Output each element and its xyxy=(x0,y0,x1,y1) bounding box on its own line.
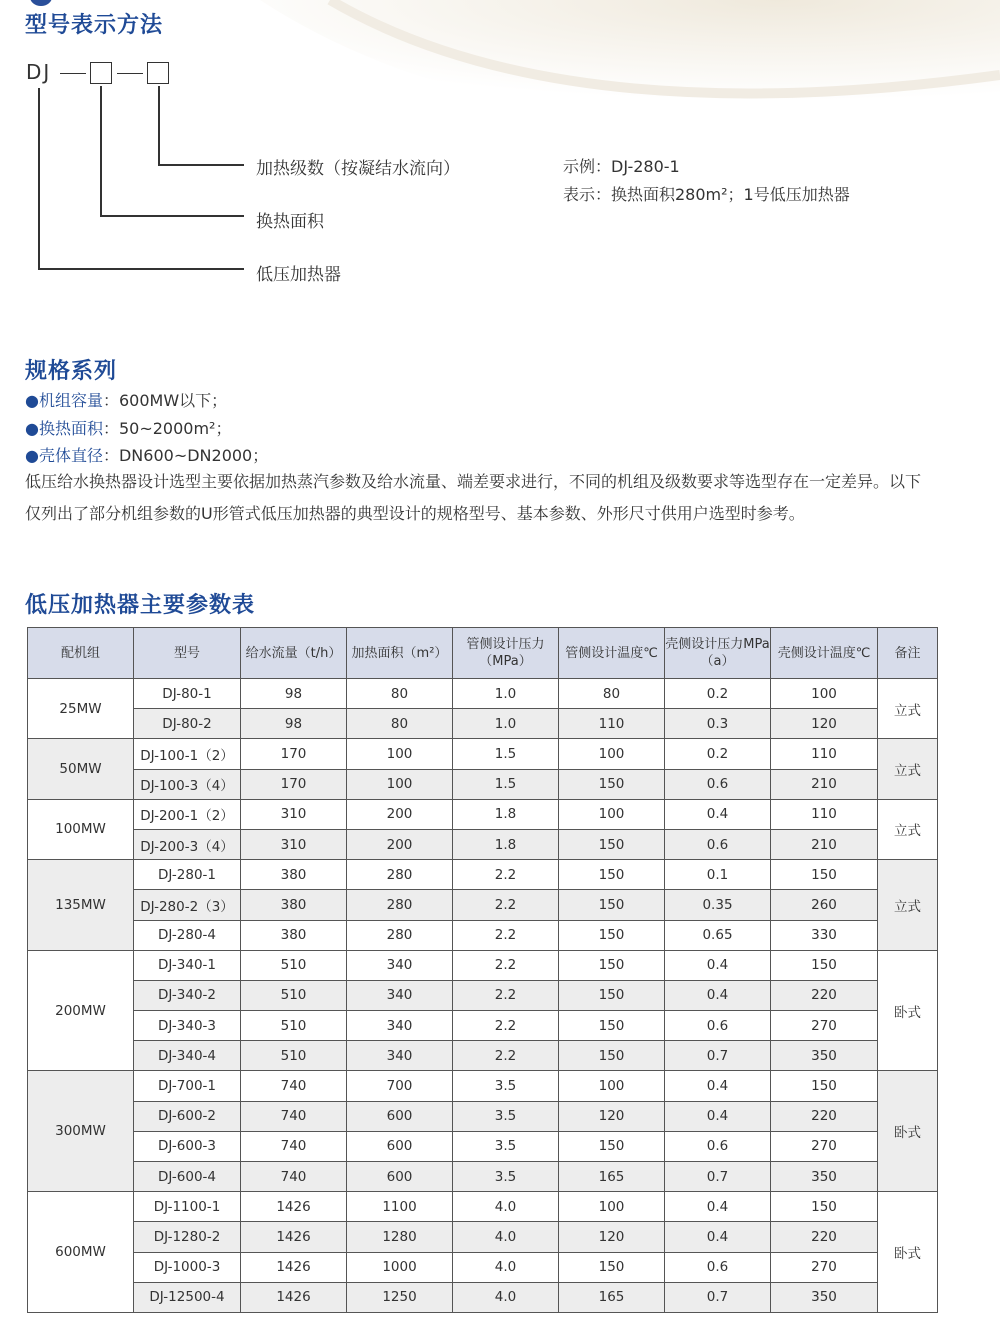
table-cell: 1100 xyxy=(347,1192,453,1222)
table-cell: 220 xyxy=(771,1101,878,1131)
connector-line xyxy=(158,86,160,165)
table-cell: 110 xyxy=(771,799,878,829)
table-cell: 280 xyxy=(347,860,453,890)
table-row xyxy=(28,920,938,950)
table-cell: 210 xyxy=(771,829,878,859)
table-cell: 1426 xyxy=(241,1282,347,1312)
table-cell: 200 xyxy=(347,829,453,859)
table-cell: 100 xyxy=(347,739,453,769)
parameter-table-title: 低压加热器主要参数表 xyxy=(25,593,256,618)
table-cell: 100 xyxy=(559,739,665,769)
table-cell: DJ-1100-1 xyxy=(134,1192,241,1222)
table-cell: 510 xyxy=(241,1011,347,1041)
note-cell: 立式 xyxy=(878,799,938,859)
table-cell: DJ-1000-3 xyxy=(134,1252,241,1282)
table-row xyxy=(28,1252,938,1282)
table-cell: 1280 xyxy=(347,1222,453,1252)
table-cell: 600 xyxy=(347,1101,453,1131)
note-cell: 卧式 xyxy=(878,1192,938,1313)
spec-item: ●换热面积：50~2000m²； xyxy=(25,419,232,438)
table-cell: 340 xyxy=(347,1041,453,1071)
col-header: 管侧设计压力（MPa） xyxy=(453,628,559,679)
table-cell: DJ-340-1 xyxy=(134,950,241,980)
table-cell: 1426 xyxy=(241,1222,347,1252)
table-body xyxy=(28,679,938,1313)
table-cell: DJ-600-2 xyxy=(134,1101,241,1131)
table-cell: 100 xyxy=(559,1192,665,1222)
table-cell: 340 xyxy=(347,980,453,1010)
table-cell: 150 xyxy=(559,829,665,859)
table-cell: 200 xyxy=(347,799,453,829)
table-row xyxy=(28,950,938,980)
table-cell: 350 xyxy=(771,1041,878,1071)
table-cell: 380 xyxy=(241,890,347,920)
table-row xyxy=(28,1011,938,1041)
table-row xyxy=(28,1222,938,1252)
table-cell: DJ-80-1 xyxy=(134,679,241,709)
table-cell: 0.4 xyxy=(665,980,771,1010)
table-cell: DJ-200-1（2） xyxy=(134,799,241,829)
logo-icon xyxy=(30,0,52,6)
table-cell: 270 xyxy=(771,1252,878,1282)
table-cell: 0.3 xyxy=(665,709,771,739)
table-cell: 380 xyxy=(241,920,347,950)
table-cell: 260 xyxy=(771,890,878,920)
connector-line xyxy=(100,215,244,217)
table-cell: 0.4 xyxy=(665,799,771,829)
connector-line xyxy=(38,268,244,270)
bullet-icon: ● xyxy=(25,419,39,438)
table-row xyxy=(28,769,938,799)
table-cell: 280 xyxy=(347,890,453,920)
table-cell: DJ-200-3（4） xyxy=(134,829,241,859)
table-cell: 150 xyxy=(559,980,665,1010)
table-cell: DJ-280-1 xyxy=(134,860,241,890)
table-cell: 165 xyxy=(559,1282,665,1312)
table-cell: 270 xyxy=(771,1131,878,1161)
table-cell: 150 xyxy=(559,890,665,920)
table-cell: 98 xyxy=(241,679,347,709)
table-cell: 330 xyxy=(771,920,878,950)
table-cell: 0.7 xyxy=(665,1041,771,1071)
table-cell: 0.4 xyxy=(665,1222,771,1252)
table-cell: DJ-1280-2 xyxy=(134,1222,241,1252)
table-cell: DJ-340-4 xyxy=(134,1041,241,1071)
col-header: 备注 xyxy=(878,628,938,679)
spec-item: ●壳体直径：DN600~DN2000； xyxy=(25,446,269,465)
table-cell: DJ-280-2（3） xyxy=(134,890,241,920)
col-header: 配机组 xyxy=(28,628,134,679)
table-cell: 2.2 xyxy=(453,1011,559,1041)
table-cell: 120 xyxy=(559,1222,665,1252)
table-cell: 1000 xyxy=(347,1252,453,1282)
table-cell: 150 xyxy=(559,769,665,799)
table-cell: 0.2 xyxy=(665,739,771,769)
table-cell: 0.35 xyxy=(665,890,771,920)
connector-line xyxy=(100,86,102,216)
table-row xyxy=(28,980,938,1010)
table-cell: 1426 xyxy=(241,1192,347,1222)
model-code-prefix: DJ xyxy=(26,60,52,84)
table-cell: DJ-280-4 xyxy=(134,920,241,950)
table-row xyxy=(28,1192,938,1222)
table-cell: 1.5 xyxy=(453,769,559,799)
table-cell: 220 xyxy=(771,980,878,1010)
connector-line xyxy=(38,88,40,269)
table-row xyxy=(28,829,938,859)
table-cell: 100 xyxy=(347,769,453,799)
unit-cell: 25MW xyxy=(28,679,134,739)
table-cell: 150 xyxy=(559,1252,665,1282)
table-cell: 120 xyxy=(771,709,878,739)
table-row xyxy=(28,799,938,829)
table-cell: 310 xyxy=(241,829,347,859)
table-cell: 380 xyxy=(241,860,347,890)
col-header: 加热面积（m²） xyxy=(347,628,453,679)
code-box-stage xyxy=(147,62,169,84)
table-cell: 740 xyxy=(241,1162,347,1192)
table-cell: 0.2 xyxy=(665,679,771,709)
col-header: 壳侧设计温度℃ xyxy=(771,628,878,679)
col-header: 给水流量（t/h） xyxy=(241,628,347,679)
table-cell: 170 xyxy=(241,769,347,799)
table-cell: 350 xyxy=(771,1162,878,1192)
table-cell: 4.0 xyxy=(453,1222,559,1252)
table-cell: DJ-340-3 xyxy=(134,1011,241,1041)
code-dash xyxy=(60,73,86,74)
note-cell: 卧式 xyxy=(878,1071,938,1192)
col-header: 管侧设计温度℃ xyxy=(559,628,665,679)
table-cell: 0.1 xyxy=(665,860,771,890)
table-cell: DJ-80-2 xyxy=(134,709,241,739)
unit-cell: 200MW xyxy=(28,950,134,1071)
table-cell: 2.2 xyxy=(453,860,559,890)
table-row xyxy=(28,1282,938,1312)
col-header: 壳侧设计压力MPa（a） xyxy=(665,628,771,679)
bullet-icon: ● xyxy=(25,391,39,410)
table-cell: 170 xyxy=(241,739,347,769)
connector-line xyxy=(158,164,244,166)
unit-cell: 300MW xyxy=(28,1071,134,1192)
table-cell: 80 xyxy=(347,709,453,739)
table-cell: 1.0 xyxy=(453,679,559,709)
table-cell: 740 xyxy=(241,1071,347,1101)
table-cell: DJ-100-1（2） xyxy=(134,739,241,769)
table-cell: 150 xyxy=(559,1041,665,1071)
table-cell: 2.2 xyxy=(453,920,559,950)
table-cell: 210 xyxy=(771,769,878,799)
table-cell: 150 xyxy=(559,860,665,890)
table-cell: 98 xyxy=(241,709,347,739)
table-row xyxy=(28,1071,938,1101)
unit-cell: 100MW xyxy=(28,799,134,859)
table-cell: 4.0 xyxy=(453,1252,559,1282)
table-cell: 150 xyxy=(559,1131,665,1161)
table-cell: 510 xyxy=(241,1041,347,1071)
note-cell: 立式 xyxy=(878,679,938,739)
table-cell: 100 xyxy=(771,679,878,709)
table-cell: 310 xyxy=(241,799,347,829)
table-cell: DJ-600-4 xyxy=(134,1162,241,1192)
table-cell: 150 xyxy=(559,950,665,980)
code-dash xyxy=(117,73,143,74)
table-row xyxy=(28,679,938,709)
example-line: 示例：DJ-280-1 xyxy=(563,157,680,176)
table-cell: 0.6 xyxy=(665,829,771,859)
table-row xyxy=(28,1131,938,1161)
table-cell: 1.0 xyxy=(453,709,559,739)
table-cell: 2.2 xyxy=(453,950,559,980)
table-row xyxy=(28,890,938,920)
table-cell: 510 xyxy=(241,980,347,1010)
table-cell: 0.6 xyxy=(665,1131,771,1161)
legend-heating-stage: 加热级数（按凝结水流向） xyxy=(256,159,460,179)
col-header: 型号 xyxy=(134,628,241,679)
table-cell: 220 xyxy=(771,1222,878,1252)
table-cell: 0.4 xyxy=(665,1101,771,1131)
table-cell: 0.65 xyxy=(665,920,771,950)
table-cell: DJ-100-3（4） xyxy=(134,769,241,799)
note-cell: 卧式 xyxy=(878,950,938,1071)
table-row xyxy=(28,860,938,890)
table-row xyxy=(28,709,938,739)
table-cell: 340 xyxy=(347,950,453,980)
table-cell: 280 xyxy=(347,920,453,950)
table-cell: 3.5 xyxy=(453,1162,559,1192)
table-cell: 510 xyxy=(241,950,347,980)
table-cell: 150 xyxy=(771,1192,878,1222)
legend-heat-area: 换热面积 xyxy=(256,212,324,232)
parameter-table xyxy=(27,627,938,1313)
table-cell: 3.5 xyxy=(453,1071,559,1101)
spec-series-title: 规格系列 xyxy=(25,359,118,384)
note-cell: 立式 xyxy=(878,860,938,951)
table-cell: 2.2 xyxy=(453,890,559,920)
table-cell: 1.8 xyxy=(453,829,559,859)
table-cell: 1.8 xyxy=(453,799,559,829)
note-cell: 立式 xyxy=(878,739,938,799)
table-cell: 700 xyxy=(347,1071,453,1101)
table-cell: DJ-340-2 xyxy=(134,980,241,1010)
table-row xyxy=(28,739,938,769)
table-cell: 0.6 xyxy=(665,1252,771,1282)
table-cell: 350 xyxy=(771,1282,878,1312)
table-cell: 740 xyxy=(241,1131,347,1161)
table-cell: 0.4 xyxy=(665,1071,771,1101)
table-cell: 1426 xyxy=(241,1252,347,1282)
table-cell: 0.7 xyxy=(665,1282,771,1312)
table-cell: 3.5 xyxy=(453,1101,559,1131)
table-cell: 150 xyxy=(559,920,665,950)
table-cell: DJ-600-3 xyxy=(134,1131,241,1161)
table-cell: 2.2 xyxy=(453,980,559,1010)
table-cell: 340 xyxy=(347,1011,453,1041)
table-row xyxy=(28,1041,938,1071)
table-cell: 0.4 xyxy=(665,1192,771,1222)
table-cell: 150 xyxy=(771,860,878,890)
code-box-area xyxy=(90,62,112,84)
table-cell: 165 xyxy=(559,1162,665,1192)
table-cell: 0.6 xyxy=(665,1011,771,1041)
table-cell: 4.0 xyxy=(453,1192,559,1222)
bullet-icon: ● xyxy=(25,446,39,465)
table-cell: 740 xyxy=(241,1101,347,1131)
table-cell: 0.4 xyxy=(665,950,771,980)
example-meaning: 表示：换热面积280m²；1号低压加热器 xyxy=(563,185,850,204)
table-header-row xyxy=(28,628,938,679)
table-cell: 80 xyxy=(559,679,665,709)
table-cell: 1250 xyxy=(347,1282,453,1312)
table-cell: DJ-12500-4 xyxy=(134,1282,241,1312)
table-cell: 100 xyxy=(559,799,665,829)
table-cell: 80 xyxy=(347,679,453,709)
table-cell: 270 xyxy=(771,1011,878,1041)
table-cell: DJ-700-1 xyxy=(134,1071,241,1101)
legend-low-pressure-heater: 低压加热器 xyxy=(256,265,341,285)
unit-cell: 135MW xyxy=(28,860,134,951)
table-cell: 4.0 xyxy=(453,1282,559,1312)
table-cell: 100 xyxy=(559,1071,665,1101)
table-row xyxy=(28,1162,938,1192)
table-cell: 150 xyxy=(771,950,878,980)
spec-item: ●机组容量：600MW以下； xyxy=(25,391,228,410)
table-cell: 0.6 xyxy=(665,769,771,799)
table-cell: 2.2 xyxy=(453,1041,559,1071)
table-cell: 600 xyxy=(347,1131,453,1161)
table-cell: 110 xyxy=(559,709,665,739)
table-cell: 120 xyxy=(559,1101,665,1131)
model-notation-title: 型号表示方法 xyxy=(25,13,164,38)
unit-cell: 50MW xyxy=(28,739,134,799)
table-cell: 1.5 xyxy=(453,739,559,769)
table-cell: 150 xyxy=(771,1071,878,1101)
table-cell: 150 xyxy=(559,1011,665,1041)
unit-cell: 600MW xyxy=(28,1192,134,1313)
table-cell: 110 xyxy=(771,739,878,769)
table-cell: 600 xyxy=(347,1162,453,1192)
table-cell: 3.5 xyxy=(453,1131,559,1161)
table-row xyxy=(28,1101,938,1131)
description-paragraph: 低压给水换热器设计选型主要依据加热蒸汽参数及给水流量、端差要求进行，不同的机组及级数要求等选型存在一定差异。以下 仅列出了部分机组参数的U形管式低压加热器的典型设计的规格型号、基本参数、外形尺寸供用户选型时参考。 xyxy=(25,472,922,523)
table-cell: 0.7 xyxy=(665,1162,771,1192)
